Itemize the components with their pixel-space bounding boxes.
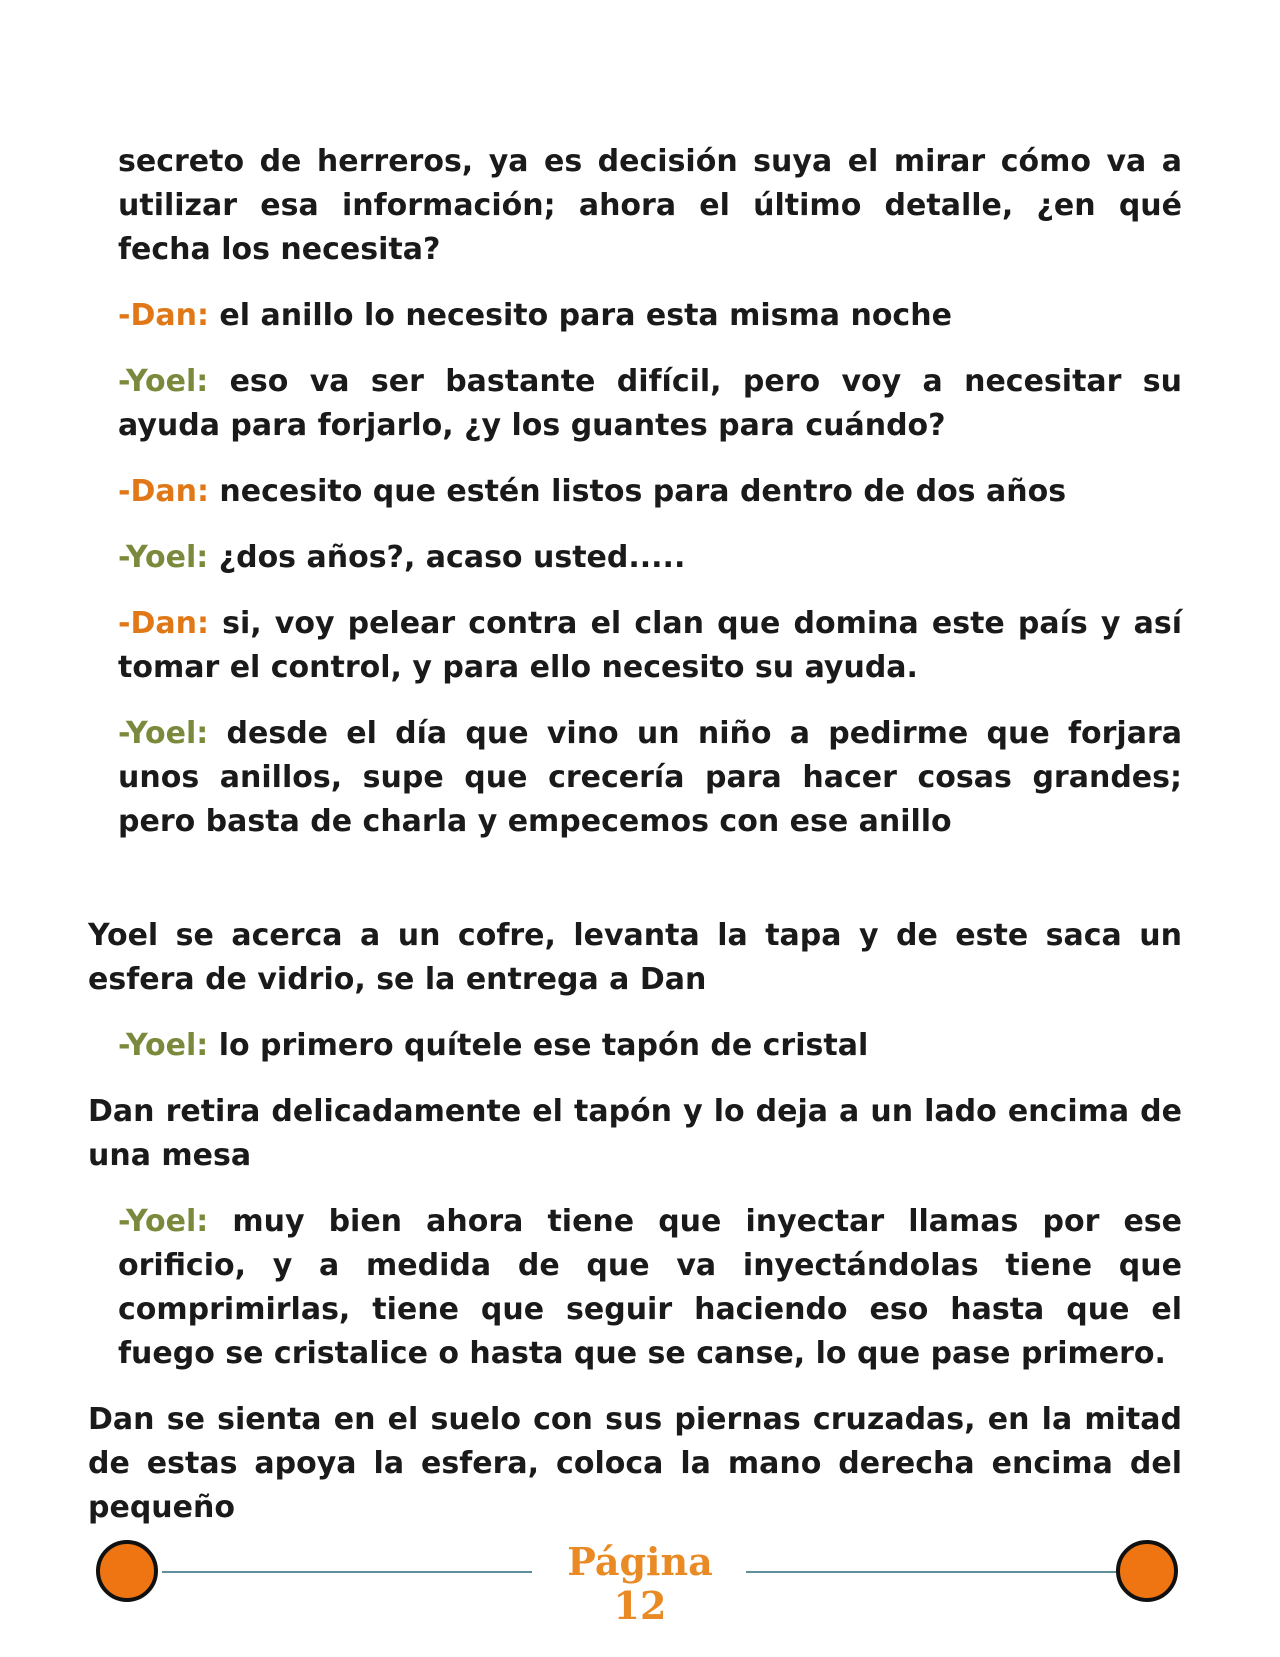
- dialog-line-yoel: [118, 1200, 1182, 1376]
- dialog-text: necesito que estén listos para dentro de dos años: [208, 474, 1067, 509]
- speaker-label: -Dan:: [118, 298, 209, 333]
- dialog-text: ¿dos años?, acaso usted.....: [208, 540, 686, 575]
- dialog-line-dan: [118, 294, 1182, 338]
- dialog-text: desde el día que vino un niño a pedirme que forjara unos anillos, supe que crecería para hacer cosas grandes; pero basta de charla y empecemos con ese anillo: [118, 716, 1182, 839]
- footer-divider-left: [162, 1571, 532, 1573]
- narration-text: Yoel se acerca a un cofre, levanta la tapa y de este saca un esfera de vidrio, se la entrega a Dan: [88, 918, 1182, 997]
- page-number: 12: [613, 1583, 667, 1628]
- page-footer: [0, 1540, 1280, 1657]
- speaker-label: -Yoel:: [118, 716, 209, 751]
- orange-circle-icon: [1116, 1540, 1178, 1602]
- dialog-text: eso va ser bastante difícil, pero voy a necesitar su ayuda para forjarlo, ¿y los guantes para cuándo?: [118, 364, 1182, 443]
- dialog-line-yoel: [118, 536, 1182, 580]
- dialog-line-dan: [118, 470, 1182, 514]
- paragraph-text: secreto de herreros, ya es decisión suya el mirar cómo va a utilizar esa información; ahora el último detalle, ¿en qué fecha los necesita?: [118, 144, 1182, 267]
- dialog-text: lo primero quítele ese tapón de cristal: [208, 1028, 869, 1063]
- page-body: [88, 140, 1182, 1552]
- dialog-line-yoel: [118, 1024, 1182, 1068]
- orange-circle-icon: [96, 1540, 158, 1602]
- narration-text: Dan se sienta en el suelo con sus piernas cruzadas, en la mitad de estas apoya la esfera, coloca la mano derecha encima del pequeño: [88, 1402, 1182, 1525]
- dialog-line-yoel: [118, 712, 1182, 844]
- narration-paragraph: [88, 1398, 1182, 1530]
- dialog-line-dan: [118, 602, 1182, 690]
- narration-paragraph: [88, 1090, 1182, 1178]
- speaker-label: -Yoel:: [118, 1204, 209, 1239]
- speaker-label: -Yoel:: [118, 1028, 209, 1063]
- narration-paragraph: [88, 914, 1182, 1002]
- speaker-label: -Yoel:: [118, 540, 209, 575]
- dialog-line-yoel: [118, 360, 1182, 448]
- footer-divider-right: [746, 1571, 1116, 1573]
- page-word: Página: [567, 1539, 713, 1584]
- speaker-label: -Yoel:: [118, 364, 209, 399]
- dialog-text: el anillo lo necesito para esta misma noche: [208, 298, 952, 333]
- speaker-label: -Dan:: [118, 606, 209, 641]
- paragraph-continuation: [118, 140, 1182, 272]
- speaker-label: -Dan:: [118, 474, 209, 509]
- narration-text: Dan retira delicadamente el tapón y lo deja a un lado encima de una mesa: [88, 1094, 1182, 1173]
- page-number-label: [540, 1540, 740, 1628]
- dialog-text: si, voy pelear contra el clan que domina este país y así tomar el control, y para ello necesito su ayuda.: [118, 606, 1182, 685]
- dialog-text: muy bien ahora tiene que inyectar llamas por ese orificio, y a medida de que va inyectándolas tiene que comprimirlas, tiene que seguir haciendo eso hasta que el fuego se cristalice o hasta que se canse, lo que pase primero.: [118, 1204, 1182, 1371]
